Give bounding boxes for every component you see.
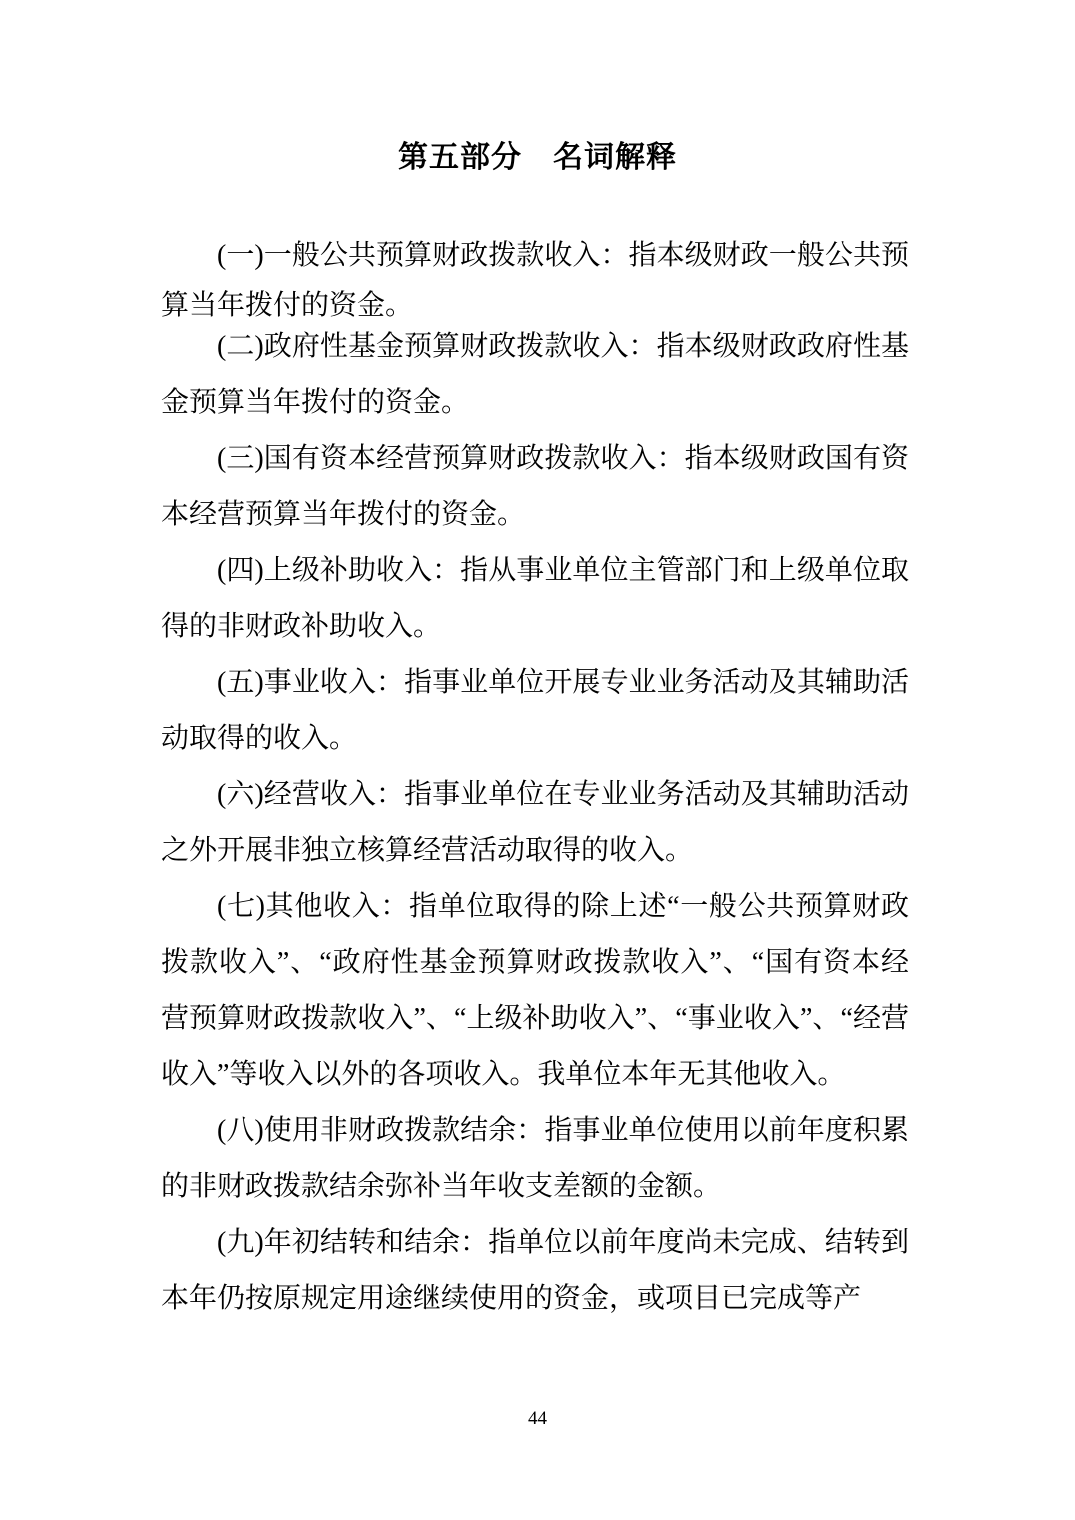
definition-paragraph: (一)一般公共预算财政拨款收入：指本级财政一般公共预算当年拨付的资金。: [161, 240, 909, 321]
definition-paragraph: (四)上级补助收入：指从事业单位主管部门和上级单位取得的非财政补助收入。: [161, 555, 909, 642]
glossary-body: [161, 231, 909, 1327]
definition-paragraph: (六)经营收入：指事业单位在专业业务活动及其辅助活动之外开展非独立核算经营活动取得的收入。: [161, 779, 909, 866]
definition-paragraph: (九)年初结转和结余：指单位以前年度尚未完成、结转到本年仍按原规定用途继续使用的资金，或项目已完成等产: [161, 1227, 909, 1314]
definition-paragraph: (八)使用非财政拨款结余：指事业单位使用以前年度积累的非财政拨款结余弥补当年收支差额的金额。: [161, 1115, 909, 1202]
definition-paragraph: (五)事业收入：指事业单位开展专业业务活动及其辅助活动取得的收入。: [161, 667, 909, 754]
definition-paragraph: (七)其他收入：指单位取得的除上述“一般公共预算财政拨款收入”、“政府性基金预算财政拨款收入”、“国有资本经营预算财政拨款收入”、“上级补助收入”、“事业收入”、“经营收入”等收入以外的各项收入。我单位本年无其他收入。: [161, 891, 909, 1090]
definition-paragraph: (二)政府性基金预算财政拨款收入：指本级财政政府性基金预算当年拨付的资金。: [161, 331, 909, 418]
definition-paragraph: (三)国有资本经营预算财政拨款收入：指本级财政国有资本经营预算当年拨付的资金。: [161, 443, 909, 530]
page-number: 44: [528, 1408, 547, 1429]
page-title: 第五部分 名词解释: [398, 141, 677, 174]
